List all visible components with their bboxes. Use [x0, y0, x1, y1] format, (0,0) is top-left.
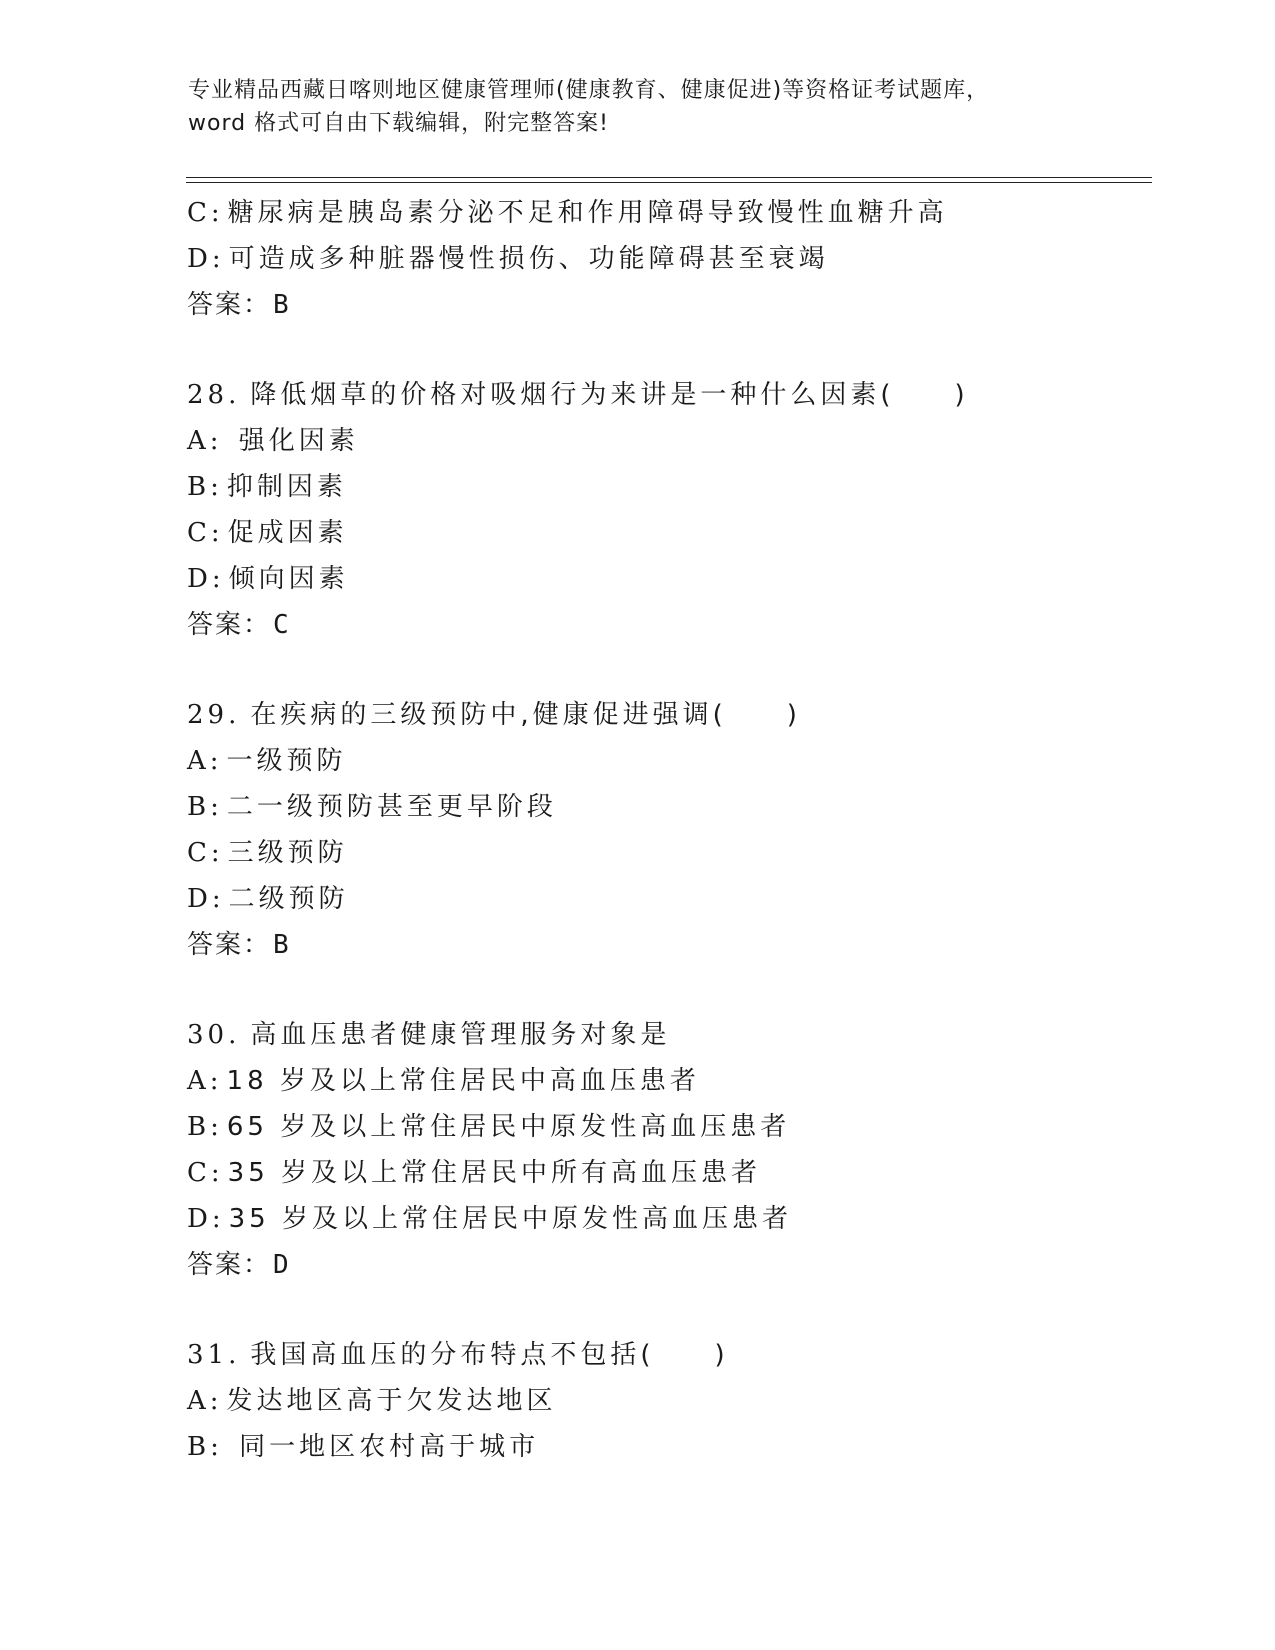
question-number: 30.	[187, 1020, 241, 1050]
option-c	[187, 1150, 1167, 1196]
option-text: 强化因素	[226, 426, 359, 456]
option-key: A:	[187, 1386, 223, 1416]
continued-question	[187, 190, 1167, 328]
document-header	[188, 74, 1148, 140]
option-d	[187, 236, 1167, 282]
option-d	[187, 556, 1167, 602]
question-28	[187, 372, 1167, 648]
option-key: D:	[187, 1204, 225, 1234]
option-c	[187, 830, 1167, 876]
header-line-2: word 格式可自由下载编辑，附完整答案!	[188, 111, 609, 136]
answer-line	[187, 1242, 1167, 1288]
question-text: 在疾病的三级预防中,健康促进强调( )	[250, 700, 801, 730]
spacer	[187, 968, 1167, 1012]
option-key: B:	[187, 472, 223, 502]
option-key: D:	[187, 564, 225, 594]
answer-line	[187, 282, 1167, 328]
option-key: B:	[187, 1112, 223, 1142]
answer-value: D	[273, 1250, 291, 1280]
option-key: C:	[187, 518, 224, 548]
option-b	[187, 1424, 1167, 1470]
option-text: 抑制因素	[226, 472, 347, 502]
option-key: A:	[187, 426, 223, 456]
option-key: A:	[187, 1066, 223, 1096]
answer-line	[187, 922, 1167, 968]
option-b	[187, 464, 1167, 510]
question-31	[187, 1332, 1167, 1470]
option-text: 二级预防	[228, 884, 349, 914]
answer-value: C	[273, 610, 291, 640]
answer-label: 答案：	[187, 1250, 272, 1280]
spacer	[187, 328, 1167, 372]
question-number: 29.	[187, 700, 241, 730]
question-stem	[187, 1332, 1167, 1378]
option-text: 倾向因素	[228, 564, 349, 594]
option-text: 65 岁及以上常住居民中原发性高血压患者	[226, 1112, 791, 1142]
question-number: 28.	[187, 380, 241, 410]
option-key: C:	[187, 1158, 224, 1188]
question-stem	[187, 372, 1167, 418]
answer-label: 答案：	[187, 610, 272, 640]
question-text: 降低烟草的价格对吸烟行为来讲是一种什么因素( )	[250, 380, 969, 410]
option-a	[187, 418, 1167, 464]
option-key: B:	[187, 1432, 223, 1462]
option-text: 二一级预防甚至更早阶段	[226, 792, 557, 822]
option-text: 18 岁及以上常住居民中高血压患者	[226, 1066, 700, 1096]
option-a	[187, 738, 1167, 784]
question-stem	[187, 1012, 1167, 1058]
question-text: 我国高血压的分布特点不包括( )	[250, 1340, 729, 1370]
option-c	[187, 510, 1167, 556]
question-30	[187, 1012, 1167, 1288]
option-text: 发达地区高于欠发达地区	[226, 1386, 557, 1416]
option-text: 35 岁及以上常住居民中所有高血压患者	[227, 1158, 762, 1188]
option-text: 促成因素	[227, 518, 348, 548]
option-text: 一级预防	[226, 746, 347, 776]
option-d	[187, 876, 1167, 922]
option-text: 35 岁及以上常住居民中原发性高血压患者	[228, 1204, 792, 1234]
header-rule-bottom	[186, 182, 1152, 183]
answer-line	[187, 602, 1167, 648]
answer-label: 答案：	[187, 290, 272, 320]
header-rule-top	[186, 177, 1152, 178]
option-key: D:	[187, 884, 225, 914]
option-key: A:	[187, 746, 223, 776]
option-c	[187, 190, 1167, 236]
question-29	[187, 692, 1167, 968]
answer-value: B	[273, 290, 291, 320]
option-key: B:	[187, 792, 223, 822]
option-b	[187, 1104, 1167, 1150]
option-key: C:	[187, 198, 224, 228]
option-d	[187, 1196, 1167, 1242]
option-a	[187, 1058, 1167, 1104]
option-key: C:	[187, 838, 224, 868]
question-number: 31.	[187, 1340, 241, 1370]
option-a	[187, 1378, 1167, 1424]
option-text: 可造成多种脏器慢性损伤、功能障碍甚至衰竭	[228, 244, 829, 274]
option-key: D:	[187, 244, 225, 274]
question-list	[187, 190, 1167, 1470]
question-stem	[187, 692, 1167, 738]
header-line-1: 专业精品西藏日喀则地区健康管理师(健康教育、健康促进)等资格证考试题库，	[188, 78, 990, 103]
spacer	[187, 648, 1167, 692]
option-b	[187, 784, 1167, 830]
answer-label: 答案：	[187, 930, 272, 960]
option-text: 同一地区农村高于城市	[226, 1432, 540, 1462]
spacer	[187, 1288, 1167, 1332]
option-text: 三级预防	[227, 838, 348, 868]
answer-value: B	[273, 930, 291, 960]
option-text: 糖尿病是胰岛素分泌不足和作用障碍导致慢性血糖升高	[227, 198, 948, 228]
question-text: 高血压患者健康管理服务对象是	[250, 1020, 671, 1050]
